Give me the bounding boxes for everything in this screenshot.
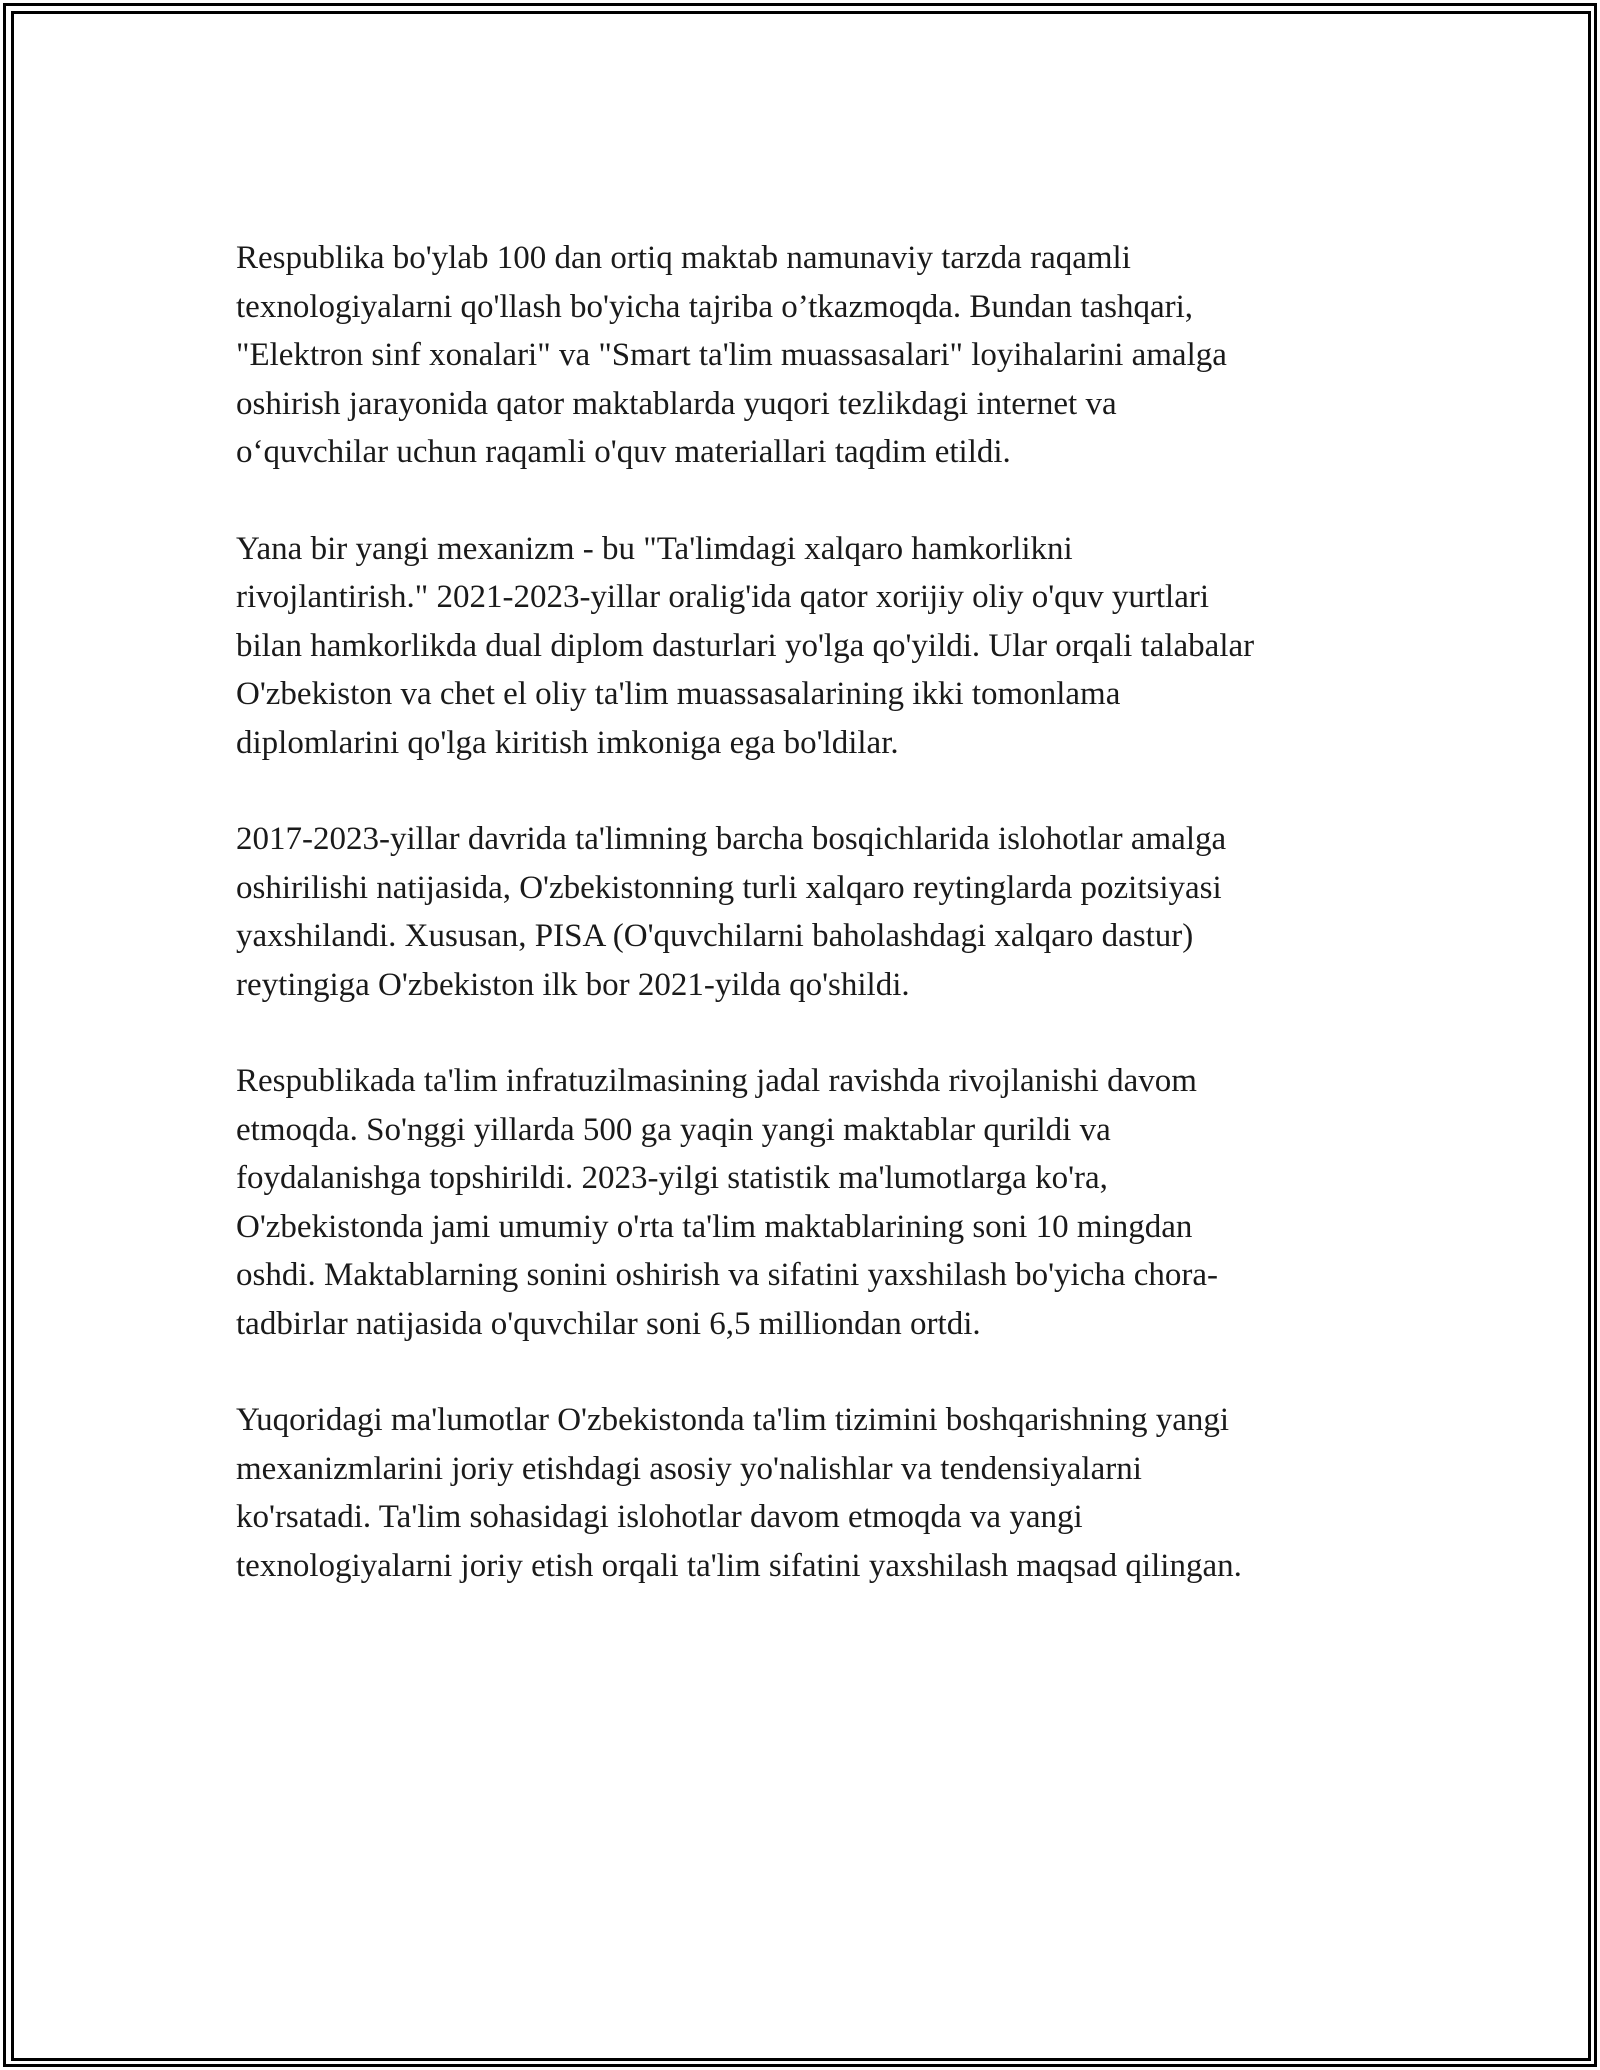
paragraph-line: oshirish jarayonida qator maktablarda yuqori tezlikdagi internet va <box>236 385 1117 422</box>
paragraph-line: diplomlarini qo'lga kiritish imkoniga ega bo'ldilar. <box>236 724 899 761</box>
paragraph-line: Yana bir yangi mexanizm - bu "Ta'limdagi xalqaro hamkorlikni <box>236 530 1073 567</box>
paragraph-line: O'zbekiston va chet el oliy ta'lim muassasalarining ikki tomonlama <box>236 676 1121 712</box>
paragraph-line: tadbirlar natijasida o'quvchilar soni 6,5 milliondan ortdi. <box>236 1305 981 1342</box>
paragraph-line: mexanizmlarini joriy etishdagi asosiy yo'nalishlar va tendensiyalarni <box>236 1450 1142 1487</box>
paragraph-line: yaxshilandi. Xususan, PISA (O'quvchilarni baholashdagi xalqaro dastur) <box>236 918 1194 954</box>
paragraph-3 <box>236 815 1371 1009</box>
paragraph-5 <box>236 1396 1371 1590</box>
paragraph-line: Respublikada ta'lim infratuzilmasining jadal ravishda rivojlanishi davom <box>236 1063 1197 1099</box>
paragraph-line: Yuqoridagi ma'lumotlar O'zbekistonda ta'lim tizimini boshqarishning yangi <box>236 1402 1230 1438</box>
paragraph-line: foydalanishga topshirildi. 2023-yilgi statistik ma'lumotlarga ko'ra, <box>236 1160 1108 1196</box>
paragraph-2 <box>236 525 1371 768</box>
paragraph-line: "Elektron sinf xonalari" va "Smart ta'lim muassasalari" loyihalarini amalga <box>236 337 1227 373</box>
paragraph-line: reytingiga O'zbekiston ilk bor 2021-yilda qo'shildi. <box>236 966 910 1003</box>
paragraph-line: Respublika bo'ylab 100 dan ortiq maktab namunaviy tarzda raqamli <box>236 240 1131 276</box>
paragraph-1 <box>236 234 1371 477</box>
paragraph-line: bilan hamkorlikda dual diplom dasturlari yo'lga qo'yildi. Ular orqali talabalar <box>236 627 1255 664</box>
paragraph-line: O'zbekistonda jami umumiy o'rta ta'lim maktablarining soni 10 mingdan <box>236 1208 1193 1245</box>
paragraph-line: o‘quvchilar uchun raqamli o'quv materiallari taqdim etildi. <box>236 434 1011 470</box>
paragraph-line: etmoqda. So'nggi yillarda 500 ga yaqin yangi maktablar qurildi va <box>236 1111 1111 1148</box>
paragraph-line: rivojlantirish." 2021-2023-yillar oralig'ida qator xorijiy oliy o'quv yurtlari <box>236 579 1210 615</box>
paragraph-line: texnologiyalarni joriy etish orqali ta'lim sifatini yaxshilash maqsad qilingan. <box>236 1547 1242 1584</box>
paragraph-line: oshdi. Maktablarning sonini oshirish va sifatini yaxshilash bo'yicha chora- <box>236 1257 1219 1293</box>
paragraph-4 <box>236 1057 1371 1348</box>
paragraph-line: 2017-2023-yillar davrida ta'limning barcha bosqichlarida islohotlar amalga <box>236 821 1227 857</box>
document-body <box>236 234 1371 1638</box>
paragraph-line: ko'rsatadi. Ta'lim sohasidagi islohotlar davom etmoqda va yangi <box>236 1499 1083 1535</box>
paragraph-line: oshirilishi natijasida, O'zbekistonning turli xalqaro reytinglarda pozitsiyasi <box>236 869 1222 906</box>
paragraph-line: texnologiyalarni qo'llash bo'yicha tajriba o’tkazmoqda. Bundan tashqari, <box>236 288 1194 325</box>
